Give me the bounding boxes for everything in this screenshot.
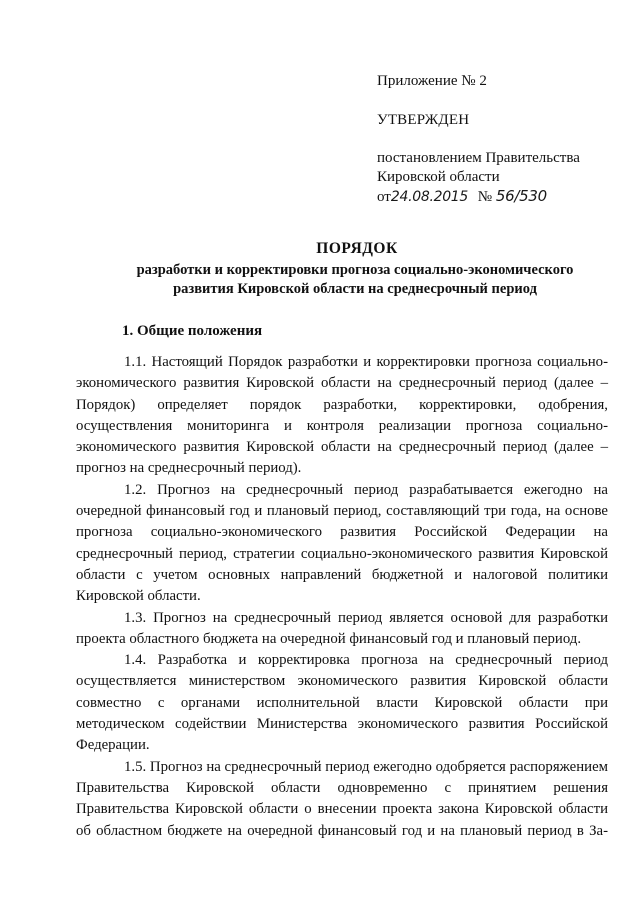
decree-line-2: Кировской области <box>377 169 500 185</box>
paragraph-1-4: 1.4. Разработка и корректировка прогноза на среднесрочный период осуществляется министерством экономического развития Кировской области совместно с органами исполнительной власти Кировской области при методическом содействии Министерства экономического развития Российской Федерации. <box>76 652 608 754</box>
handwritten-number: 56/530 <box>495 187 547 205</box>
paragraph-1-3: 1.3. Прогноз на среднесрочный период является основой для разработки проекта областного бюджета на очередной финансовый год и плановый период. <box>76 609 608 647</box>
paragraph-1-5: 1.5. Прогноз на среднесрочный период ежегодно одобряется распоряжением Правительства Кировской области одновременно с принятием решения Правительства Кировской области о внесении проекта закона Кировской области об областном бюджете на очередной финансовый год и на плановый период в За- <box>76 758 608 839</box>
title-subtitle-line-1: разработки и корректировки прогноза социально-экономического <box>136 262 574 278</box>
paragraph-1-1: 1.1. Настоящий Порядок разработки и корректировки прогноза социально-экономического развития Кировской области на среднесрочный период (далее – Порядок) определяет порядок разработки, корректировки, одобрения, осуществления мониторинга и контроля реализации прогноза социально-экономического развития Кировской области на среднесрочный период (далее – прогноз на среднесрочный период). <box>76 354 608 477</box>
document-body <box>76 352 608 842</box>
decree-date-number <box>377 187 627 207</box>
appendix-number: Приложение № 2 <box>377 73 487 89</box>
number-prefix: № <box>477 189 493 205</box>
title-main: ПОРЯДОК <box>316 240 398 257</box>
approval-stamp <box>377 72 627 207</box>
date-prefix: от <box>377 189 391 205</box>
decree-line-1: постановлением Правительства <box>377 150 580 166</box>
handwritten-date: 24.08.2015 <box>390 189 469 205</box>
section-heading: 1. Общие положения <box>122 323 263 339</box>
document-title <box>60 240 620 299</box>
approved-label: УТВЕРЖДЕН <box>377 112 470 128</box>
title-subtitle-line-2: развития Кировской области на среднесрочный период <box>173 281 537 297</box>
paragraph-1-2: 1.2. Прогноз на среднесрочный период разрабатывается ежегодно на очередной финансовый год и плановый период, составляющий три года, на основе прогноза социально-экономического развития Российской Федерации на среднесрочный период, стратегии социально-экономического развития Кировской области с учетом основных направлений бюджетной и налоговой политики Кировской области. <box>76 481 608 605</box>
